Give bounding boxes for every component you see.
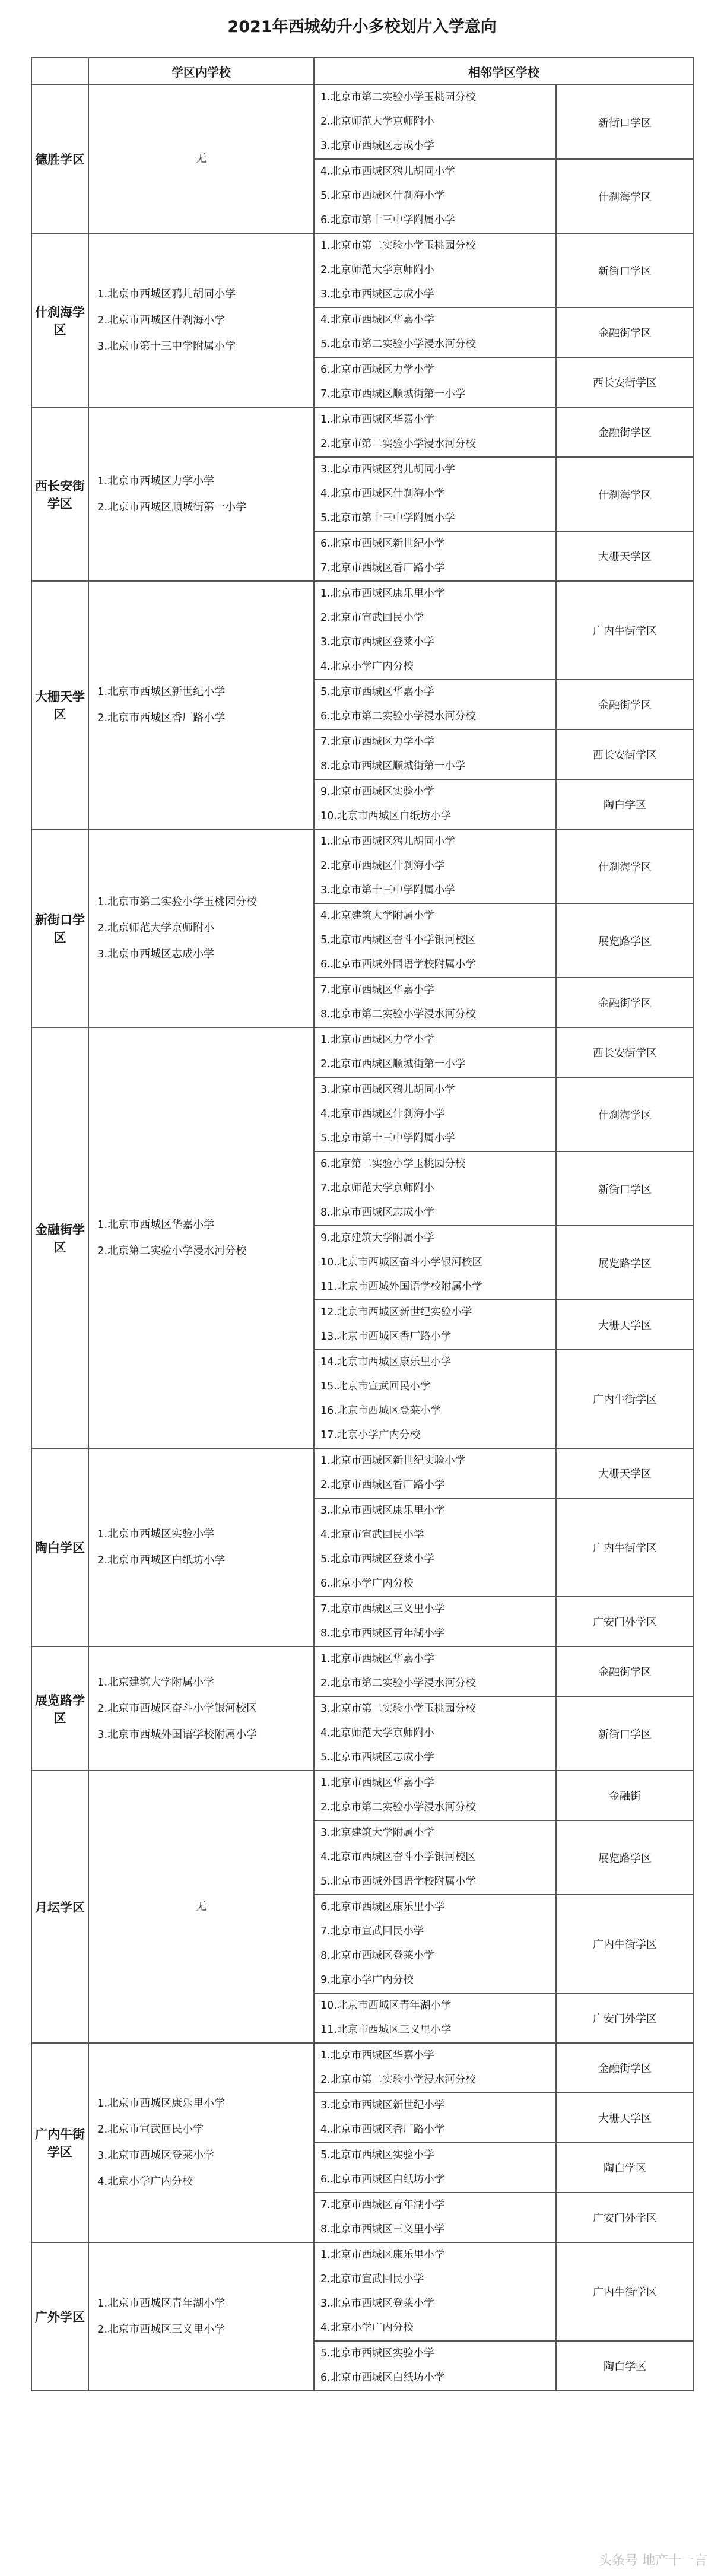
- neighbor-school: 12.北京市西城区新世纪实验小学: [320, 1306, 472, 1318]
- own-schools-cell: [88, 1448, 314, 1647]
- neighbor-schools-cell: [314, 159, 556, 233]
- neighbor-school: 4.北京师范大学京师附小: [320, 1727, 434, 1739]
- own-school: 1.北京市西城区鸦儿胡同小学: [97, 287, 236, 300]
- neighbor-school: 2.北京市宣武回民小学: [320, 612, 424, 624]
- own-schools-cell: [88, 85, 314, 233]
- neighbor-district-label: 金融街: [556, 1771, 694, 1820]
- table-row: [31, 2043, 694, 2093]
- neighbor-district-label: 大栅天学区: [556, 531, 694, 581]
- neighbor-school: 2.北京市西城区什刹海小学: [320, 860, 445, 872]
- neighbor-district-label: 金融街学区: [556, 1647, 694, 1696]
- own-school: 2.北京第二实验小学浸水河分校: [97, 1244, 247, 1257]
- neighbor-school: 3.北京市西城区新世纪小学: [320, 2099, 445, 2111]
- own-school: 2.北京市西城区三义里小学: [97, 2323, 226, 2336]
- neighbor-school: 6.北京市西城外国语学校附属小学: [320, 959, 476, 970]
- neighbor-district-label: 广内牛街学区: [556, 1895, 694, 1993]
- neighbor-school: 8.北京市第二实验小学浸水河分校: [320, 1008, 476, 1020]
- neighbor-school: 6.北京市西城区白纸坊小学: [320, 2372, 445, 2384]
- district-name: 陶白学区: [31, 1448, 88, 1647]
- neighbor-school: 2.北京市宣武回民小学: [320, 2273, 424, 2285]
- header-row: [31, 58, 694, 85]
- neighbor-schools-cell: [314, 1226, 556, 1300]
- neighbor-school: 1.北京市第二实验小学玉桃园分校: [320, 240, 476, 252]
- neighbor-school: 6.北京市西城区白纸坊小学: [320, 2174, 445, 2185]
- neighbor-district-label: 金融街学区: [556, 407, 694, 457]
- neighbor-school: 3.北京市西城区登莱小学: [320, 2298, 434, 2309]
- neighbor-schools-cell: [314, 903, 556, 978]
- neighbor-district-label: 展览路学区: [556, 1820, 694, 1895]
- neighbor-district-label: 什刹海学区: [556, 829, 694, 903]
- neighbor-district-label: 金融街学区: [556, 680, 694, 729]
- header-blank: [31, 58, 88, 85]
- table-row: [31, 1027, 694, 1077]
- table-row: [31, 85, 694, 159]
- neighbor-school: 2.北京市第二实验小学浸水河分校: [320, 2074, 476, 2086]
- neighbor-school: 3.北京市第十三中学附属小学: [320, 884, 455, 896]
- neighbor-school: 11.北京市西城区三义里小学: [320, 2024, 452, 2036]
- neighbor-school: 1.北京市第二实验小学玉桃园分校: [320, 91, 476, 103]
- district-name: 西长安街学区: [31, 407, 88, 581]
- neighbor-schools-cell: [314, 357, 556, 407]
- neighbor-school: 5.北京市西城区奋斗小学银河校区: [320, 934, 476, 946]
- neighbor-schools-cell: [314, 1597, 556, 1647]
- neighbor-district-label: 广内牛街学区: [556, 2242, 694, 2341]
- neighbor-district-label: 新街口学区: [556, 85, 694, 159]
- neighbor-district-label: 金融街学区: [556, 2043, 694, 2093]
- neighbor-school: 5.北京市西城区实验小学: [320, 2347, 434, 2359]
- own-school: 1.北京市西城区康乐里小学: [97, 2097, 226, 2109]
- neighbor-school: 10.北京市西城区青年湖小学: [320, 2000, 452, 2012]
- neighbor-school: 2.北京市第二实验小学浸水河分校: [320, 438, 476, 450]
- neighbor-school: 4.北京建筑大学附属小学: [320, 910, 434, 922]
- neighbor-school: 2.北京市西城区香厂路小学: [320, 1479, 445, 1491]
- neighbor-schools-cell: [314, 680, 556, 729]
- neighbor-schools-cell: [314, 1993, 556, 2043]
- neighbor-schools-cell: [314, 2143, 556, 2193]
- district-name: 大栅天学区: [31, 581, 88, 829]
- neighbor-school: 2.北京师范大学京师附小: [320, 116, 434, 128]
- neighbor-school: 1.北京市西城区华嘉小学: [320, 414, 434, 426]
- neighbor-school: 4.北京市西城区华嘉小学: [320, 314, 434, 326]
- neighbor-schools-cell: [314, 85, 556, 159]
- own-school: 2.北京市西城区什刹海小学: [97, 313, 226, 326]
- own-school: 2.北京师范大学京师附小: [97, 922, 215, 934]
- own-schools-cell: [88, 1771, 314, 2043]
- neighbor-school: 4.北京市宣武回民小学: [320, 1529, 424, 1541]
- own-schools-cell: [88, 1027, 314, 1448]
- neighbor-district-label: 什刹海学区: [556, 159, 694, 233]
- district-name: 什刹海学区: [31, 233, 88, 407]
- own-schools-cell: [88, 581, 314, 829]
- own-school: 2.北京市宣武回民小学: [97, 2123, 204, 2136]
- neighbor-district-label: 西长安街学区: [556, 357, 694, 407]
- neighbor-school: 7.北京市西城区力学小学: [320, 736, 434, 748]
- neighbor-school: 8.北京市西城区三义里小学: [320, 2223, 445, 2235]
- neighbor-school: 8.北京市西城区志成小学: [320, 1207, 434, 1219]
- neighbor-school: 2.北京市西城区顺城街第一小学: [320, 1058, 466, 1070]
- own-school: 4.北京小学广内分校: [97, 2175, 193, 2188]
- neighbor-schools-cell: [314, 457, 556, 531]
- neighbor-schools-cell: [314, 307, 556, 357]
- own-school: 1.北京市西城区实验小学: [97, 1528, 215, 1540]
- neighbor-school: 5.北京市西城区什刹海小学: [320, 190, 445, 202]
- own-schools-cell: [88, 407, 314, 581]
- neighbor-district-label: 广内牛街学区: [556, 581, 694, 680]
- own-school: 1.北京市西城区新世纪小学: [97, 686, 226, 698]
- neighbor-schools-cell: [314, 581, 556, 680]
- watermark: 头条号 地产十一言: [599, 2553, 707, 2568]
- own-school: 无: [196, 1900, 207, 1913]
- own-schools-cell: [88, 829, 314, 1027]
- header-neighbor-schools: 相邻学区学校: [314, 58, 694, 85]
- neighbor-school: 1.北京市西城区华嘉小学: [320, 1777, 434, 1789]
- neighbor-school: 8.北京市西城区青年湖小学: [320, 1628, 445, 1639]
- table-body: [31, 85, 694, 2391]
- neighbor-school: 3.北京市西城区志成小学: [320, 140, 434, 152]
- own-school: 无: [196, 153, 207, 165]
- neighbor-school: 6.北京第二实验小学玉桃园分校: [320, 1158, 466, 1170]
- own-school: 2.北京市西城区香厂路小学: [97, 712, 226, 724]
- neighbor-district-label: 新街口学区: [556, 1696, 694, 1771]
- neighbor-school: 2.北京市第二实验小学浸水河分校: [320, 1677, 476, 1689]
- neighbor-district-label: 西长安街学区: [556, 1027, 694, 1077]
- neighbor-school: 3.北京市西城区登莱小学: [320, 636, 434, 648]
- own-school: 3.北京市西城区志成小学: [97, 948, 215, 960]
- neighbor-school: 6.北京市西城区康乐里小学: [320, 1901, 445, 1913]
- neighbor-school: 1.北京市西城区康乐里小学: [320, 2249, 445, 2261]
- table-row: [31, 1771, 694, 1820]
- district-name: 金融街学区: [31, 1027, 88, 1448]
- neighbor-district-label: 什刹海学区: [556, 1077, 694, 1151]
- neighbor-schools-cell: [314, 1350, 556, 1448]
- own-school: 1.北京建筑大学附属小学: [97, 1676, 215, 1689]
- neighbor-school: 5.北京市西城区志成小学: [320, 1752, 434, 1763]
- neighbor-schools-cell: [314, 978, 556, 1027]
- neighbor-district-label: 广安门外学区: [556, 1597, 694, 1647]
- neighbor-school: 11.北京市西城外国语学校附属小学: [320, 1281, 482, 1293]
- neighbor-school: 1.北京市西城区康乐里小学: [320, 588, 445, 599]
- neighbor-school: 1.北京市西城区华嘉小学: [320, 2050, 434, 2061]
- neighbor-school: 5.北京市西城区登莱小学: [320, 1553, 434, 1565]
- neighbor-district-label: 金融街学区: [556, 307, 694, 357]
- neighbor-schools-cell: [314, 829, 556, 903]
- own-schools-cell: [88, 2242, 314, 2391]
- own-school: 1.北京市西城区力学小学: [97, 474, 215, 487]
- district-name: 广内牛街学区: [31, 2043, 88, 2242]
- table-row: [31, 407, 694, 457]
- neighbor-school: 7.北京市西城区三义里小学: [320, 1603, 445, 1615]
- own-school: 1.北京市西城区华嘉小学: [97, 1218, 215, 1231]
- neighbor-district-label: 展览路学区: [556, 1226, 694, 1300]
- neighbor-school: 9.北京小学广内分校: [320, 1974, 414, 1986]
- neighbor-school: 7.北京师范大学京师附小: [320, 1182, 434, 1194]
- header-own-schools: 学区内学校: [88, 58, 314, 85]
- neighbor-school: 4.北京市西城区什刹海小学: [320, 488, 445, 500]
- neighbor-school: 8.北京市西城区登莱小学: [320, 1950, 434, 1962]
- neighbor-school: 4.北京市西城区鸦儿胡同小学: [320, 166, 455, 177]
- own-school: 3.北京市西城外国语学校附属小学: [97, 1728, 258, 1741]
- neighbor-district-label: 陶白学区: [556, 779, 694, 829]
- neighbor-school: 3.北京建筑大学附属小学: [320, 1827, 434, 1839]
- neighbor-school: 6.北京市第二实验小学浸水河分校: [320, 710, 476, 722]
- neighbor-schools-cell: [314, 1647, 556, 1696]
- neighbor-school: 7.北京市西城区华嘉小学: [320, 984, 434, 996]
- neighbor-district-label: 陶白学区: [556, 2341, 694, 2391]
- neighbor-schools-cell: [314, 233, 556, 307]
- neighbor-school: 15.北京市宣武回民小学: [320, 1381, 431, 1392]
- own-school: 2.北京市西城区白纸坊小学: [97, 1554, 226, 1566]
- neighbor-school: 5.北京市西城外国语学校附属小学: [320, 1876, 476, 1887]
- own-schools-cell: [88, 2043, 314, 2242]
- table-row: [31, 233, 694, 307]
- neighbor-district-label: 大栅天学区: [556, 1300, 694, 1350]
- neighbor-school: 2.北京市第二实验小学浸水河分校: [320, 1801, 476, 1813]
- own-school: 2.北京市西城区奋斗小学银河校区: [97, 1702, 258, 1715]
- table-row: [31, 1448, 694, 1498]
- neighbor-school: 14.北京市西城区康乐里小学: [320, 1356, 452, 1368]
- neighbor-district-label: 广内牛街学区: [556, 1350, 694, 1448]
- neighbor-district-label: 西长安街学区: [556, 729, 694, 779]
- neighbor-school: 4.北京市西城区什刹海小学: [320, 1108, 445, 1120]
- district-name: 新街口学区: [31, 829, 88, 1027]
- neighbor-school: 6.北京市西城区力学小学: [320, 364, 434, 376]
- neighbor-schools-cell: [314, 1771, 556, 1820]
- neighbor-schools-cell: [314, 1027, 556, 1077]
- neighbor-schools-cell: [314, 1151, 556, 1226]
- neighbor-school: 1.北京市西城区力学小学: [320, 1034, 434, 1046]
- neighbor-district-label: 大栅天学区: [556, 2093, 694, 2143]
- neighbor-schools-cell: [314, 1696, 556, 1771]
- school-zone-table: [31, 57, 694, 2391]
- page-title: 2021年西城幼升小多校划片入学意向: [227, 18, 497, 36]
- neighbor-school: 4.北京市西城区奋斗小学银河校区: [320, 1851, 476, 1863]
- neighbor-school: 7.北京市西城区顺城街第一小学: [320, 388, 466, 400]
- neighbor-school: 5.北京市西城区华嘉小学: [320, 686, 434, 698]
- neighbor-schools-cell: [314, 2193, 556, 2242]
- neighbor-schools-cell: [314, 1820, 556, 1895]
- neighbor-school: 4.北京小学广内分校: [320, 661, 414, 672]
- neighbor-schools-cell: [314, 407, 556, 457]
- district-name: 德胜学区: [31, 85, 88, 233]
- neighbor-school: 10.北京市西城区白纸坊小学: [320, 810, 452, 822]
- neighbor-schools-cell: [314, 729, 556, 779]
- district-name: 月坛学区: [31, 1771, 88, 2043]
- neighbor-school: 1.北京市西城区华嘉小学: [320, 1653, 434, 1665]
- neighbor-district-label: 新街口学区: [556, 233, 694, 307]
- table-row: [31, 2242, 694, 2341]
- neighbor-school: 6.北京市第十三中学附属小学: [320, 214, 455, 226]
- neighbor-schools-cell: [314, 779, 556, 829]
- neighbor-school: 7.北京市宣武回民小学: [320, 1925, 424, 1937]
- neighbor-district-label: 广内牛街学区: [556, 1498, 694, 1597]
- table-row: [31, 829, 694, 903]
- neighbor-schools-cell: [314, 1300, 556, 1350]
- neighbor-schools-cell: [314, 2341, 556, 2391]
- neighbor-school: 4.北京小学广内分校: [320, 2322, 414, 2334]
- neighbor-school: 9.北京建筑大学附属小学: [320, 1232, 434, 1244]
- neighbor-school: 3.北京市西城区鸦儿胡同小学: [320, 1084, 455, 1096]
- neighbor-district-label: 广安门外学区: [556, 1993, 694, 2043]
- neighbor-district-label: 什刹海学区: [556, 457, 694, 531]
- table-row: [31, 1647, 694, 1696]
- neighbor-school: 5.北京市第十三中学附属小学: [320, 512, 455, 524]
- neighbor-schools-cell: [314, 1498, 556, 1597]
- neighbor-school: 1.北京市西城区新世纪实验小学: [320, 1455, 466, 1467]
- neighbor-school: 7.北京市西城区青年湖小学: [320, 2199, 445, 2211]
- own-schools-cell: [88, 1647, 314, 1771]
- neighbor-schools-cell: [314, 2043, 556, 2093]
- neighbor-district-label: 新街口学区: [556, 1151, 694, 1226]
- neighbor-school: 3.北京市西城区鸦儿胡同小学: [320, 464, 455, 475]
- own-schools-cell: [88, 233, 314, 407]
- neighbor-schools-cell: [314, 1895, 556, 1993]
- neighbor-school: 8.北京市西城区顺城街第一小学: [320, 760, 466, 772]
- own-school: 2.北京市西城区顺城街第一小学: [97, 500, 247, 513]
- neighbor-school: 10.北京市西城区奋斗小学银河校区: [320, 1257, 482, 1268]
- neighbor-school: 16.北京市西城区登莱小学: [320, 1405, 441, 1417]
- neighbor-school: 9.北京市西城区实验小学: [320, 786, 434, 798]
- neighbor-school: 5.北京市西城区实验小学: [320, 2149, 434, 2161]
- neighbor-district-label: 大栅天学区: [556, 1448, 694, 1498]
- district-name: 广外学区: [31, 2242, 88, 2391]
- neighbor-school: 17.北京小学广内分校: [320, 1429, 420, 1441]
- neighbor-school: 1.北京市西城区鸦儿胡同小学: [320, 836, 455, 848]
- neighbor-school: 5.北京市第十三中学附属小学: [320, 1132, 455, 1144]
- neighbor-schools-cell: [314, 2242, 556, 2341]
- neighbor-district-label: 金融街学区: [556, 978, 694, 1027]
- neighbor-school: 4.北京市西城区香厂路小学: [320, 2124, 445, 2136]
- neighbor-school: 2.北京师范大学京师附小: [320, 264, 434, 276]
- neighbor-schools-cell: [314, 2093, 556, 2143]
- neighbor-district-label: 展览路学区: [556, 903, 694, 978]
- neighbor-district-label: 陶白学区: [556, 2143, 694, 2193]
- own-school: 3.北京市第十三中学附属小学: [97, 340, 236, 353]
- neighbor-school: 3.北京市西城区康乐里小学: [320, 1505, 445, 1517]
- neighbor-schools-cell: [314, 1448, 556, 1498]
- neighbor-school: 6.北京小学广内分校: [320, 1578, 414, 1590]
- neighbor-school: 3.北京市西城区志成小学: [320, 288, 434, 300]
- own-school: 3.北京市西城区登莱小学: [97, 2149, 215, 2162]
- neighbor-school: 7.北京市西城区香厂路小学: [320, 562, 445, 574]
- neighbor-school: 13.北京市西城区香厂路小学: [320, 1331, 452, 1343]
- neighbor-schools-cell: [314, 1077, 556, 1151]
- district-name: 展览路学区: [31, 1647, 88, 1771]
- table-row: [31, 581, 694, 680]
- neighbor-school: 5.北京市第二实验小学浸水河分校: [320, 338, 476, 350]
- neighbor-district-label: 广安门外学区: [556, 2193, 694, 2242]
- neighbor-school: 6.北京市西城区新世纪小学: [320, 538, 445, 550]
- own-school: 1.北京市第二实验小学玉桃园分校: [97, 896, 258, 908]
- neighbor-schools-cell: [314, 531, 556, 581]
- neighbor-school: 3.北京市第二实验小学玉桃园分校: [320, 1703, 476, 1715]
- own-school: 1.北京市西城区青年湖小学: [97, 2297, 226, 2309]
